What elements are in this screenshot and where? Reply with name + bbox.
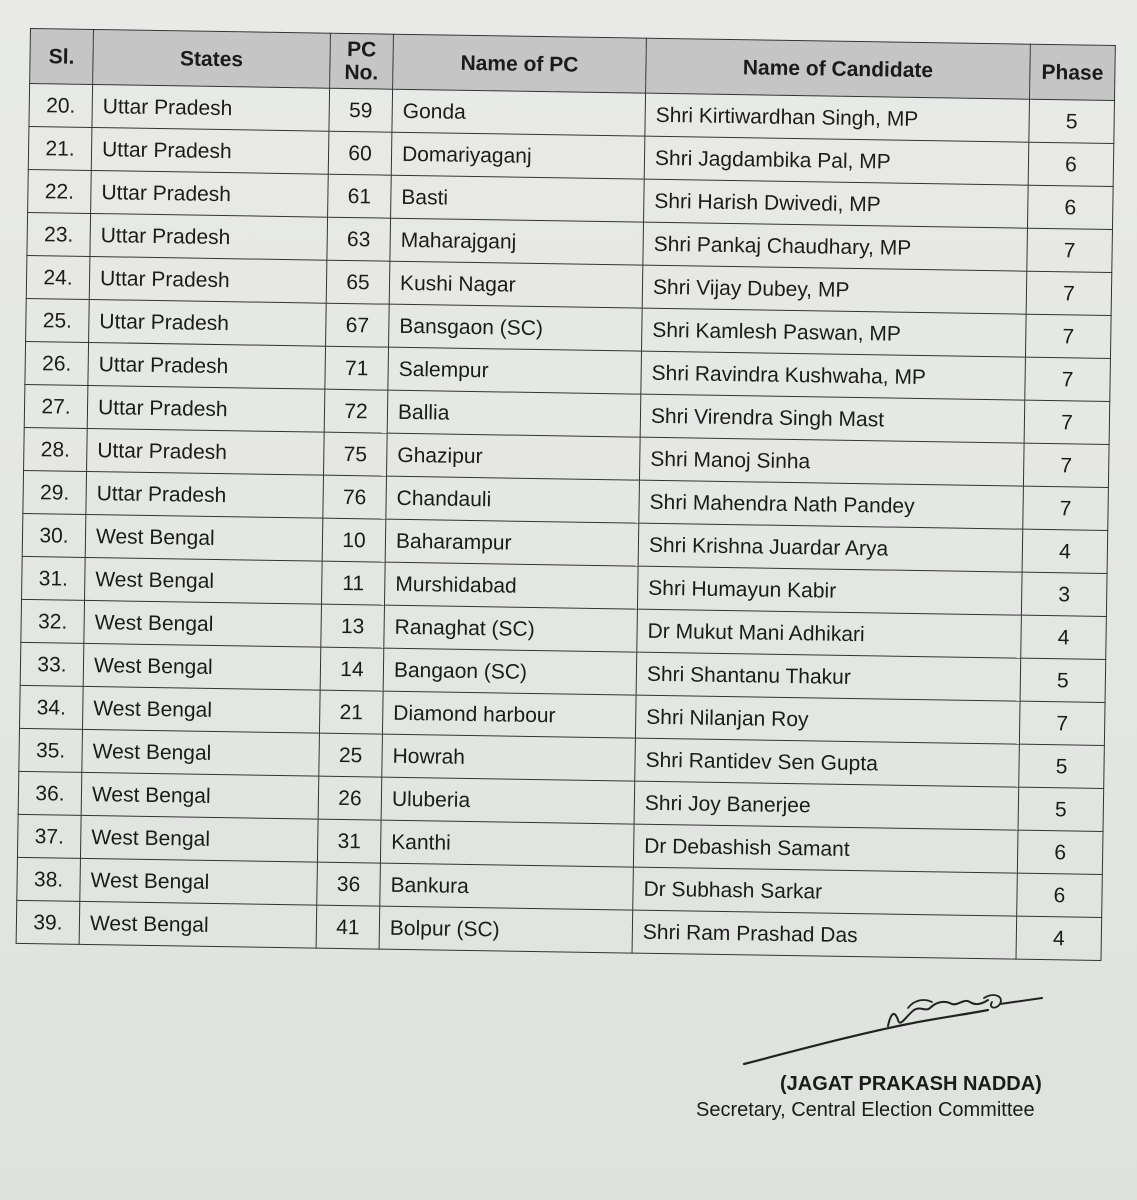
cell-sl: 37. xyxy=(17,814,81,858)
cell-state: Uttar Pradesh xyxy=(87,428,325,475)
cell-pc-name: Bansgaon (SC) xyxy=(389,304,643,351)
cell-phase: 7 xyxy=(1023,486,1109,530)
cell-state: Uttar Pradesh xyxy=(89,299,327,346)
cell-pc-name: Kanthi xyxy=(380,820,634,867)
cell-phase: 5 xyxy=(1020,658,1106,702)
cell-pc-no: 11 xyxy=(321,561,385,605)
cell-pc-no: 31 xyxy=(317,819,381,863)
cell-state: West Bengal xyxy=(85,514,323,561)
cell-state: West Bengal xyxy=(82,729,320,776)
cell-candidate: Dr Mukut Mani Adhikari xyxy=(637,609,1022,658)
cell-phase: 7 xyxy=(1023,443,1109,487)
cell-phase: 4 xyxy=(1021,615,1107,659)
cell-pc-name: Bankura xyxy=(380,863,634,910)
cell-pc-no: 25 xyxy=(319,733,383,777)
cell-state: Uttar Pradesh xyxy=(91,170,329,217)
cell-sl: 22. xyxy=(28,169,92,213)
header-phase: Phase xyxy=(1030,44,1116,100)
cell-sl: 34. xyxy=(19,685,83,729)
cell-pc-no: 60 xyxy=(328,131,392,175)
cell-state: Uttar Pradesh xyxy=(86,471,324,518)
cell-candidate: Shri Manoj Sinha xyxy=(639,437,1024,486)
cell-pc-no: 41 xyxy=(316,905,380,949)
cell-state: Uttar Pradesh xyxy=(91,127,329,174)
cell-pc-no: 71 xyxy=(325,346,389,390)
cell-state: Uttar Pradesh xyxy=(89,256,327,303)
cell-phase: 7 xyxy=(1025,357,1111,401)
cell-candidate: Dr Debashish Samant xyxy=(633,824,1018,873)
cell-pc-name: Murshidabad xyxy=(384,562,638,609)
cell-candidate: Shri Humayun Kabir xyxy=(637,566,1022,615)
cell-sl: 35. xyxy=(19,728,83,772)
cell-candidate: Shri Vijay Dubey, MP xyxy=(642,265,1027,314)
cell-pc-name: Bangaon (SC) xyxy=(383,648,637,695)
cell-sl: 33. xyxy=(20,642,84,686)
cell-sl: 30. xyxy=(22,513,86,557)
cell-candidate: Shri Harish Dwivedi, MP xyxy=(644,179,1029,228)
cell-pc-no: 14 xyxy=(320,647,384,691)
cell-candidate: Shri Shantanu Thakur xyxy=(636,652,1021,701)
signature-image xyxy=(738,986,1058,1076)
cell-sl: 36. xyxy=(18,771,82,815)
cell-pc-name: Bolpur (SC) xyxy=(379,906,633,953)
cell-state: West Bengal xyxy=(79,901,317,948)
cell-candidate: Shri Rantidev Sen Gupta xyxy=(635,738,1020,787)
candidate-table xyxy=(16,28,1116,961)
cell-candidate: Shri Ravindra Kushwaha, MP xyxy=(641,351,1026,400)
cell-pc-no: 72 xyxy=(324,389,388,433)
cell-pc-name: Maharajganj xyxy=(390,218,644,265)
cell-pc-name: Ghazipur xyxy=(387,433,641,480)
cell-state: Uttar Pradesh xyxy=(88,342,326,389)
cell-phase: 3 xyxy=(1021,572,1107,616)
cell-pc-no: 61 xyxy=(328,174,392,218)
cell-sl: 25. xyxy=(26,298,90,342)
cell-phase: 7 xyxy=(1025,314,1111,358)
cell-sl: 38. xyxy=(17,857,81,901)
cell-phase: 6 xyxy=(1017,830,1103,874)
table-body xyxy=(16,84,1114,961)
cell-state: West Bengal xyxy=(80,858,318,905)
cell-sl: 32. xyxy=(21,599,85,643)
cell-phase: 7 xyxy=(1027,228,1113,272)
cell-pc-name: Uluberia xyxy=(381,777,635,824)
cell-pc-no: 76 xyxy=(323,475,387,519)
cell-state: West Bengal xyxy=(81,772,319,819)
cell-pc-name: Salempur xyxy=(388,347,642,394)
header-candidate: Name of Candidate xyxy=(646,38,1031,99)
cell-pc-name: Howrah xyxy=(382,734,636,781)
cell-state: West Bengal xyxy=(82,686,320,733)
cell-phase: 5 xyxy=(1018,787,1104,831)
cell-pc-no: 59 xyxy=(329,88,393,132)
cell-pc-name: Gonda xyxy=(392,89,646,136)
header-sl: Sl. xyxy=(30,29,94,85)
cell-pc-no: 75 xyxy=(324,432,388,476)
cell-pc-no: 13 xyxy=(321,604,385,648)
cell-pc-no: 65 xyxy=(326,260,390,304)
cell-sl: 27. xyxy=(24,384,88,428)
cell-pc-no: 26 xyxy=(318,776,382,820)
cell-pc-no: 36 xyxy=(317,862,381,906)
cell-candidate: Shri Joy Banerjee xyxy=(634,781,1019,830)
cell-phase: 4 xyxy=(1022,529,1108,573)
header-pc-no-line2: No. xyxy=(344,60,379,85)
cell-candidate: Shri Nilanjan Roy xyxy=(635,695,1020,744)
cell-pc-name: Ranaghat (SC) xyxy=(384,605,638,652)
cell-pc-name: Baharampur xyxy=(385,519,639,566)
cell-state: Uttar Pradesh xyxy=(90,213,328,260)
cell-candidate: Shri Virendra Singh Mast xyxy=(640,394,1025,443)
cell-sl: 39. xyxy=(16,900,80,944)
cell-candidate: Shri Kirtiwardhan Singh, MP xyxy=(645,93,1030,142)
cell-state: West Bengal xyxy=(80,815,318,862)
cell-pc-no: 10 xyxy=(322,518,386,562)
cell-sl: 29. xyxy=(23,470,87,514)
cell-pc-name: Kushi Nagar xyxy=(389,261,643,308)
cell-phase: 5 xyxy=(1029,99,1115,143)
candidate-table-wrapper xyxy=(16,28,1120,961)
cell-sl: 28. xyxy=(24,427,88,471)
header-states: States xyxy=(93,29,331,88)
cell-phase: 6 xyxy=(1027,185,1113,229)
cell-pc-no: 67 xyxy=(326,303,390,347)
cell-pc-name: Diamond harbour xyxy=(382,691,636,738)
cell-phase: 7 xyxy=(1024,400,1110,444)
cell-pc-no: 21 xyxy=(319,690,383,734)
cell-sl: 24. xyxy=(26,255,90,299)
cell-phase: 7 xyxy=(1019,701,1105,745)
signatory-title: Secretary, Central Election Committee xyxy=(696,1099,1035,1121)
header-pc-no xyxy=(330,33,394,89)
cell-candidate: Shri Pankaj Chaudhary, MP xyxy=(643,222,1028,271)
cell-pc-no: 63 xyxy=(327,217,391,261)
cell-pc-name: Chandauli xyxy=(386,476,640,523)
cell-sl: 20. xyxy=(29,84,93,128)
cell-state: West Bengal xyxy=(84,600,322,647)
cell-state: Uttar Pradesh xyxy=(87,385,325,432)
cell-candidate: Shri Jagdambika Pal, MP xyxy=(644,136,1029,185)
cell-pc-name: Ballia xyxy=(387,390,641,437)
cell-candidate: Shri Kamlesh Paswan, MP xyxy=(641,308,1026,357)
cell-sl: 21. xyxy=(28,126,92,170)
cell-candidate: Shri Ram Prashad Das xyxy=(632,910,1017,959)
cell-phase: 6 xyxy=(1017,873,1103,917)
cell-candidate: Shri Mahendra Nath Pandey xyxy=(639,480,1024,529)
cell-state: West Bengal xyxy=(85,557,323,604)
cell-phase: 6 xyxy=(1028,142,1114,186)
cell-state: West Bengal xyxy=(83,643,321,690)
cell-state: Uttar Pradesh xyxy=(92,84,330,131)
cell-phase: 7 xyxy=(1026,271,1112,315)
cell-sl: 31. xyxy=(22,556,86,600)
cell-pc-name: Domariyaganj xyxy=(391,132,645,179)
cell-phase: 4 xyxy=(1016,916,1102,960)
cell-sl: 26. xyxy=(25,341,89,385)
cell-candidate: Shri Krishna Juardar Arya xyxy=(638,523,1023,572)
cell-phase: 5 xyxy=(1019,744,1105,788)
cell-sl: 23. xyxy=(27,212,91,256)
signatory-name: (JAGAT PRAKASH NADDA) xyxy=(780,1073,1042,1095)
header-pc-no-line1: PC xyxy=(346,37,377,62)
cell-candidate: Dr Subhash Sarkar xyxy=(633,867,1018,916)
header-pc-name: Name of PC xyxy=(393,34,647,93)
cell-pc-name: Basti xyxy=(391,175,645,222)
